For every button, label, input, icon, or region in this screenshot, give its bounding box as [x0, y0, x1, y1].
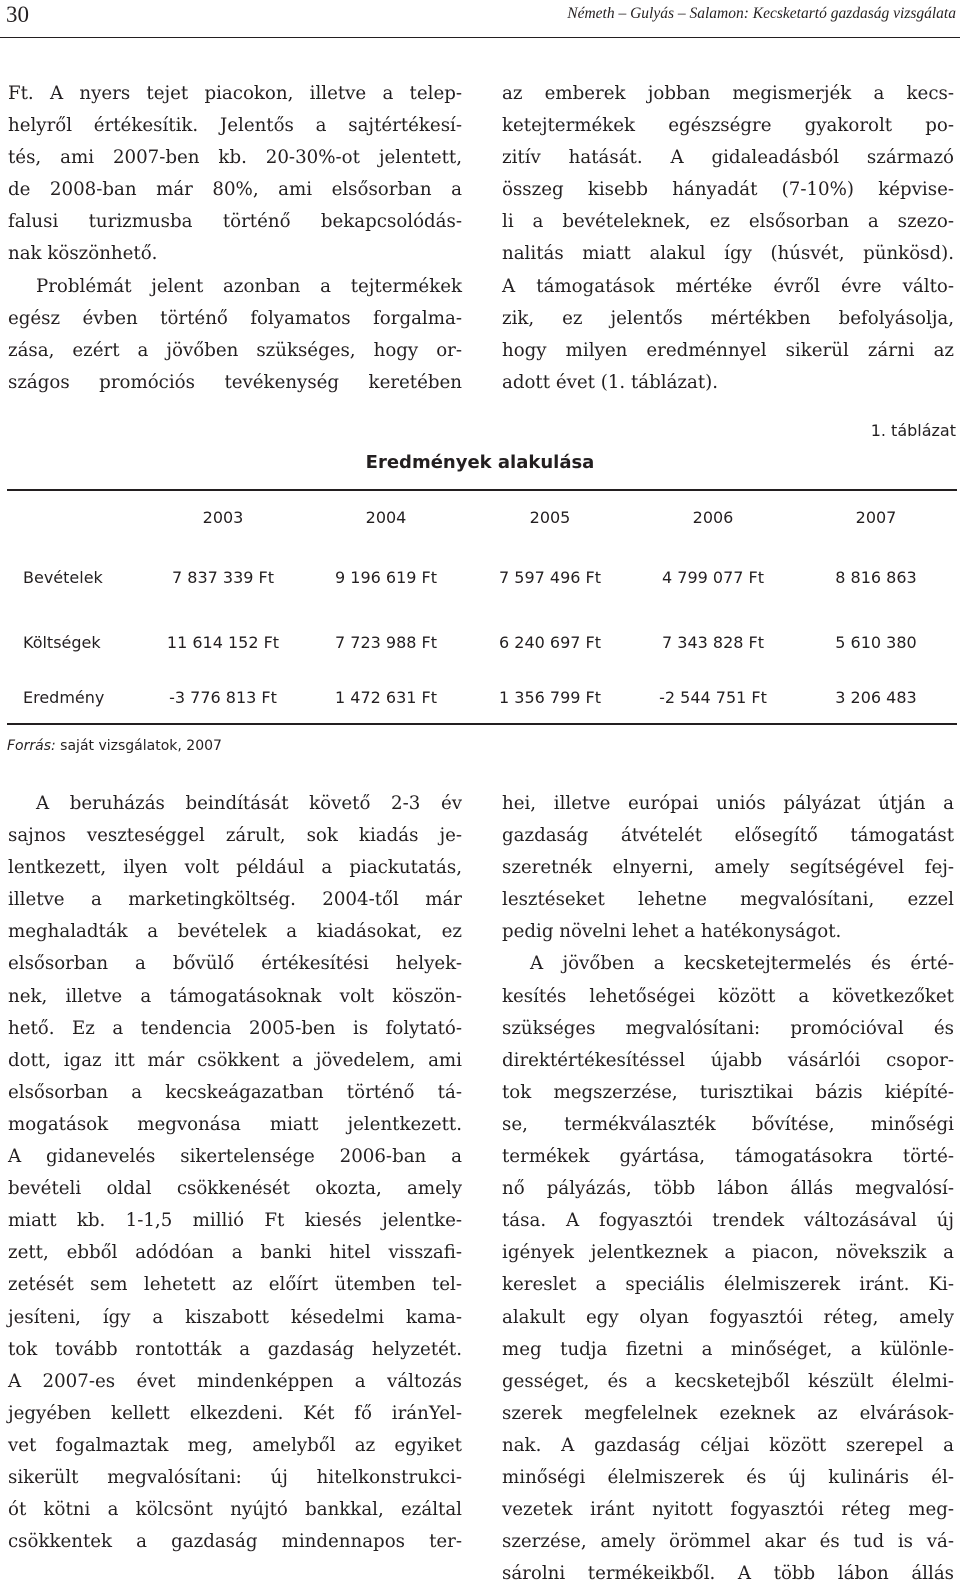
- text-line: alakult egy olyan fogyasztói réteg, amely: [502, 1306, 954, 1328]
- text-line: hető. Ez a tendencia 2005-ben is folytató-: [8, 1017, 462, 1039]
- text-line: nek, illetve a támogatásoknak volt köszön-: [8, 985, 462, 1007]
- text-line: igények jelentkeznek a piacon, növekszik a: [502, 1242, 954, 1264]
- page-header: [0, 0, 960, 40]
- text-line: mogatások megvonása miatt jelentkezett.: [8, 1113, 462, 1135]
- text-line: meg tudja fizetni a minőséget, a különle-: [502, 1338, 954, 1360]
- text-line: szerzése, amely örömmel akar és tud is vá-: [502, 1531, 954, 1553]
- text-line: de 2008-ban már 80%, ami elsősorban a: [8, 179, 462, 201]
- source-label: Forrás:: [7, 738, 56, 754]
- text-line: sárolni termékeikből. A több lábon állás: [502, 1563, 954, 1585]
- text-line: gazdaság átvételét elősegítő támogatást: [502, 825, 954, 847]
- text-line: ketejtermékek egészségre gyakorolt po-: [502, 115, 954, 137]
- text-line: tok megszerzése, turisztikai bázis kiépíté-: [502, 1081, 954, 1103]
- text-line: dott, igaz itt már csökkent a jövedelem, ami: [8, 1049, 462, 1071]
- text-line: direktértékesítéssel újabb vásárlói csopor-: [502, 1049, 954, 1071]
- text-line: szágos promóciós tevékenység keretében: [8, 371, 462, 393]
- top-left-column: [8, 78, 462, 399]
- text-line: szerek megfelelnek ezeknek az elvárások-: [502, 1402, 954, 1424]
- table-title: Eredmények alakulása: [365, 452, 595, 473]
- table-bottom-rule: [7, 723, 957, 725]
- text-line: csökkentek a gazdaság mindennapos ter-: [8, 1531, 462, 1553]
- source-text: saját vizsgálatok, 2007: [55, 738, 222, 754]
- table-cell: 7 723 988 Ft: [335, 633, 437, 652]
- table-number: 1. táblázat: [870, 421, 956, 440]
- text-line: zetését sem lehetett az előírt ütemben tel-: [8, 1274, 462, 1296]
- text-line: termékek gyártása, támogatásokra törté-: [502, 1146, 954, 1168]
- text-line: zik, ez jelentős mértékben befolyásolja,: [502, 307, 954, 329]
- year-header: 2003: [202, 508, 244, 527]
- row-label: Költségek: [23, 633, 101, 652]
- table-row: [7, 633, 957, 663]
- running-head: Németh – Gulyás – Salamon: Kecsketartó gazdaság vizsgálata: [567, 5, 956, 22]
- table-cell: 11 614 152 Ft: [166, 633, 280, 652]
- text-line: nak köszönhető.: [8, 243, 158, 265]
- table-cell: 7 343 828 Ft: [662, 633, 764, 652]
- table-cell: -3 776 813 Ft: [169, 688, 277, 707]
- text-line: hei, illetve európai uniós pályázat útján a: [502, 793, 954, 814]
- text-line: se, termékválaszték bővítése, minőségi: [502, 1113, 954, 1135]
- table-cell: 1 472 631 Ft: [335, 688, 437, 707]
- text-line: sikerült megvalósítani: új hitelkonstrukci-: [8, 1466, 462, 1488]
- year-header: 2006: [692, 508, 734, 527]
- text-line: illetve a marketingköltség. 2004-től már: [8, 889, 462, 911]
- text-line: helyről értékesítik. Jelentős a sajtértékesí-: [8, 115, 462, 137]
- text-line: A gidanevelés sikertelensége 2006-ban a: [8, 1146, 462, 1168]
- text-line: Ft. A nyers tejet piacokon, illetve a telep-: [8, 83, 462, 104]
- text-line: lesztéseket lehetne megvalósítani, ezzel: [502, 889, 954, 911]
- text-line: nalitás miatt alakul így (húsvét, pünkösd).: [502, 243, 954, 265]
- text-line: tok tovább rontották a gazdaság helyzetét.: [8, 1338, 462, 1360]
- text-line: li a bevételeknek, ez elsősorban a szezo-: [502, 211, 954, 233]
- text-line: elsősorban a bővülő értékesítési helyek-: [8, 953, 462, 975]
- text-line: hogy milyen eredménnyel sikerül zárni az: [502, 339, 954, 361]
- table-cell: -2 544 751 Ft: [659, 688, 767, 707]
- text-line: ót kötni a kölcsönt nyújtó bankkal, ezáltal: [8, 1499, 462, 1521]
- top-right-column: [502, 78, 954, 399]
- text-line: tés, ami 2007-ben kb. 20-30%-ot jelentett,: [8, 147, 462, 169]
- text-line: minőségi élelmiszerek és új kulináris él-: [502, 1466, 954, 1488]
- bottom-left-column: [8, 788, 462, 1558]
- table-cell: 7 597 496 Ft: [499, 568, 601, 587]
- year-header: 2004: [365, 508, 407, 527]
- row-label: Bevételek: [23, 568, 103, 587]
- table-top-rule: [7, 489, 957, 491]
- header-rule: [0, 37, 960, 38]
- text-line: elsősorban a kecskeágazatban történő tá-: [8, 1081, 462, 1103]
- text-line: A jövőben a kecsketejtermelés és érté-: [530, 953, 954, 975]
- table-header-row: [7, 508, 957, 538]
- table-row: [7, 688, 957, 718]
- text-line: vezetek iránt nyitott fogyasztói réteg meg-: [502, 1499, 954, 1521]
- table-row: [7, 568, 957, 598]
- text-line: nak. A gazdaság céljai között szerepel a: [502, 1434, 954, 1456]
- year-header: 2005: [529, 508, 571, 527]
- table-cell: 1 356 799 Ft: [499, 688, 601, 707]
- text-line: jesíteni, így a kiszabott késedelmi kama-: [8, 1306, 462, 1328]
- text-line: miatt kb. 1-1,5 millió Ft kiesés jelentke-: [8, 1210, 462, 1232]
- text-line: szeretnék elnyerni, amely segítségével fej-: [502, 857, 954, 879]
- year-header: 2007: [855, 508, 897, 527]
- text-line: gességet, és a kecsketejből készült élelmi-: [502, 1370, 954, 1392]
- text-line: pedig növelni lehet a hatékonyságot.: [502, 921, 842, 943]
- text-line: kereslet a speciális élelmiszerek iránt. Ki-: [502, 1274, 954, 1296]
- page-number: 30: [6, 2, 29, 27]
- text-line: szükséges megvalósítani: promócióval és: [502, 1017, 954, 1039]
- table-cell: 5 610 380: [835, 633, 917, 652]
- text-line: jegyében kellett elkezdeni. Két fő iránYel-: [8, 1402, 462, 1424]
- text-line: egész évben történő folyamatos forgalma-: [8, 307, 462, 329]
- text-line: vet fogalmaztak meg, amelyből az egyiket: [8, 1434, 462, 1456]
- table-cell: 4 799 077 Ft: [662, 568, 764, 587]
- text-line: lentkezett, ilyen volt például a piackutatás,: [8, 857, 462, 879]
- text-line: összeg kisebb hányadát (7-10%) képvise-: [502, 179, 954, 201]
- text-line: Problémát jelent azonban a tejtermékek: [36, 275, 462, 297]
- text-line: A támogatások mértéke évről évre válto-: [502, 275, 954, 297]
- table-cell: 9 196 619 Ft: [335, 568, 437, 587]
- text-line: tása. A fogyasztói trendek változásával új: [502, 1210, 954, 1232]
- text-line: kesítés lehetőségei között a következőket: [502, 985, 954, 1007]
- text-line: A 2007-es évet mindenképpen a változás: [8, 1370, 462, 1392]
- text-line: zása, ezért a jövőben szükséges, hogy or-: [8, 339, 462, 361]
- text-line: falusi turizmusba történő bekapcsolódás-: [8, 211, 462, 233]
- table-cell: 6 240 697 Ft: [499, 633, 601, 652]
- text-line: bevételi oldal csökkenését okozta, amely: [8, 1178, 462, 1200]
- text-line: zitív hatását. A gidaleadásból származó: [502, 147, 954, 169]
- text-line: zett, ebből adódóan a banki hitel visszafi-: [8, 1242, 462, 1264]
- table-cell: 3 206 483: [835, 688, 917, 707]
- text-line: adott évet (1. táblázat).: [502, 371, 719, 393]
- bottom-right-column: [502, 788, 954, 1590]
- table-cell: 8 816 863: [835, 568, 917, 587]
- table-source: [7, 738, 222, 754]
- text-line: A beruházás beindítását követő 2-3 év: [36, 793, 462, 814]
- text-line: meghaladták a bevételek a kiadásokat, ez: [8, 921, 462, 943]
- text-line: sajnos veszteséggel zárult, sok kiadás je-: [8, 825, 462, 847]
- text-line: nő pályázás, több lábon állás megvalósí-: [502, 1178, 954, 1200]
- text-line: az emberek jobban megismerjék a kecs-: [502, 83, 954, 104]
- table-cell: 7 837 339 Ft: [172, 568, 274, 587]
- row-label: Eredmény: [23, 688, 105, 707]
